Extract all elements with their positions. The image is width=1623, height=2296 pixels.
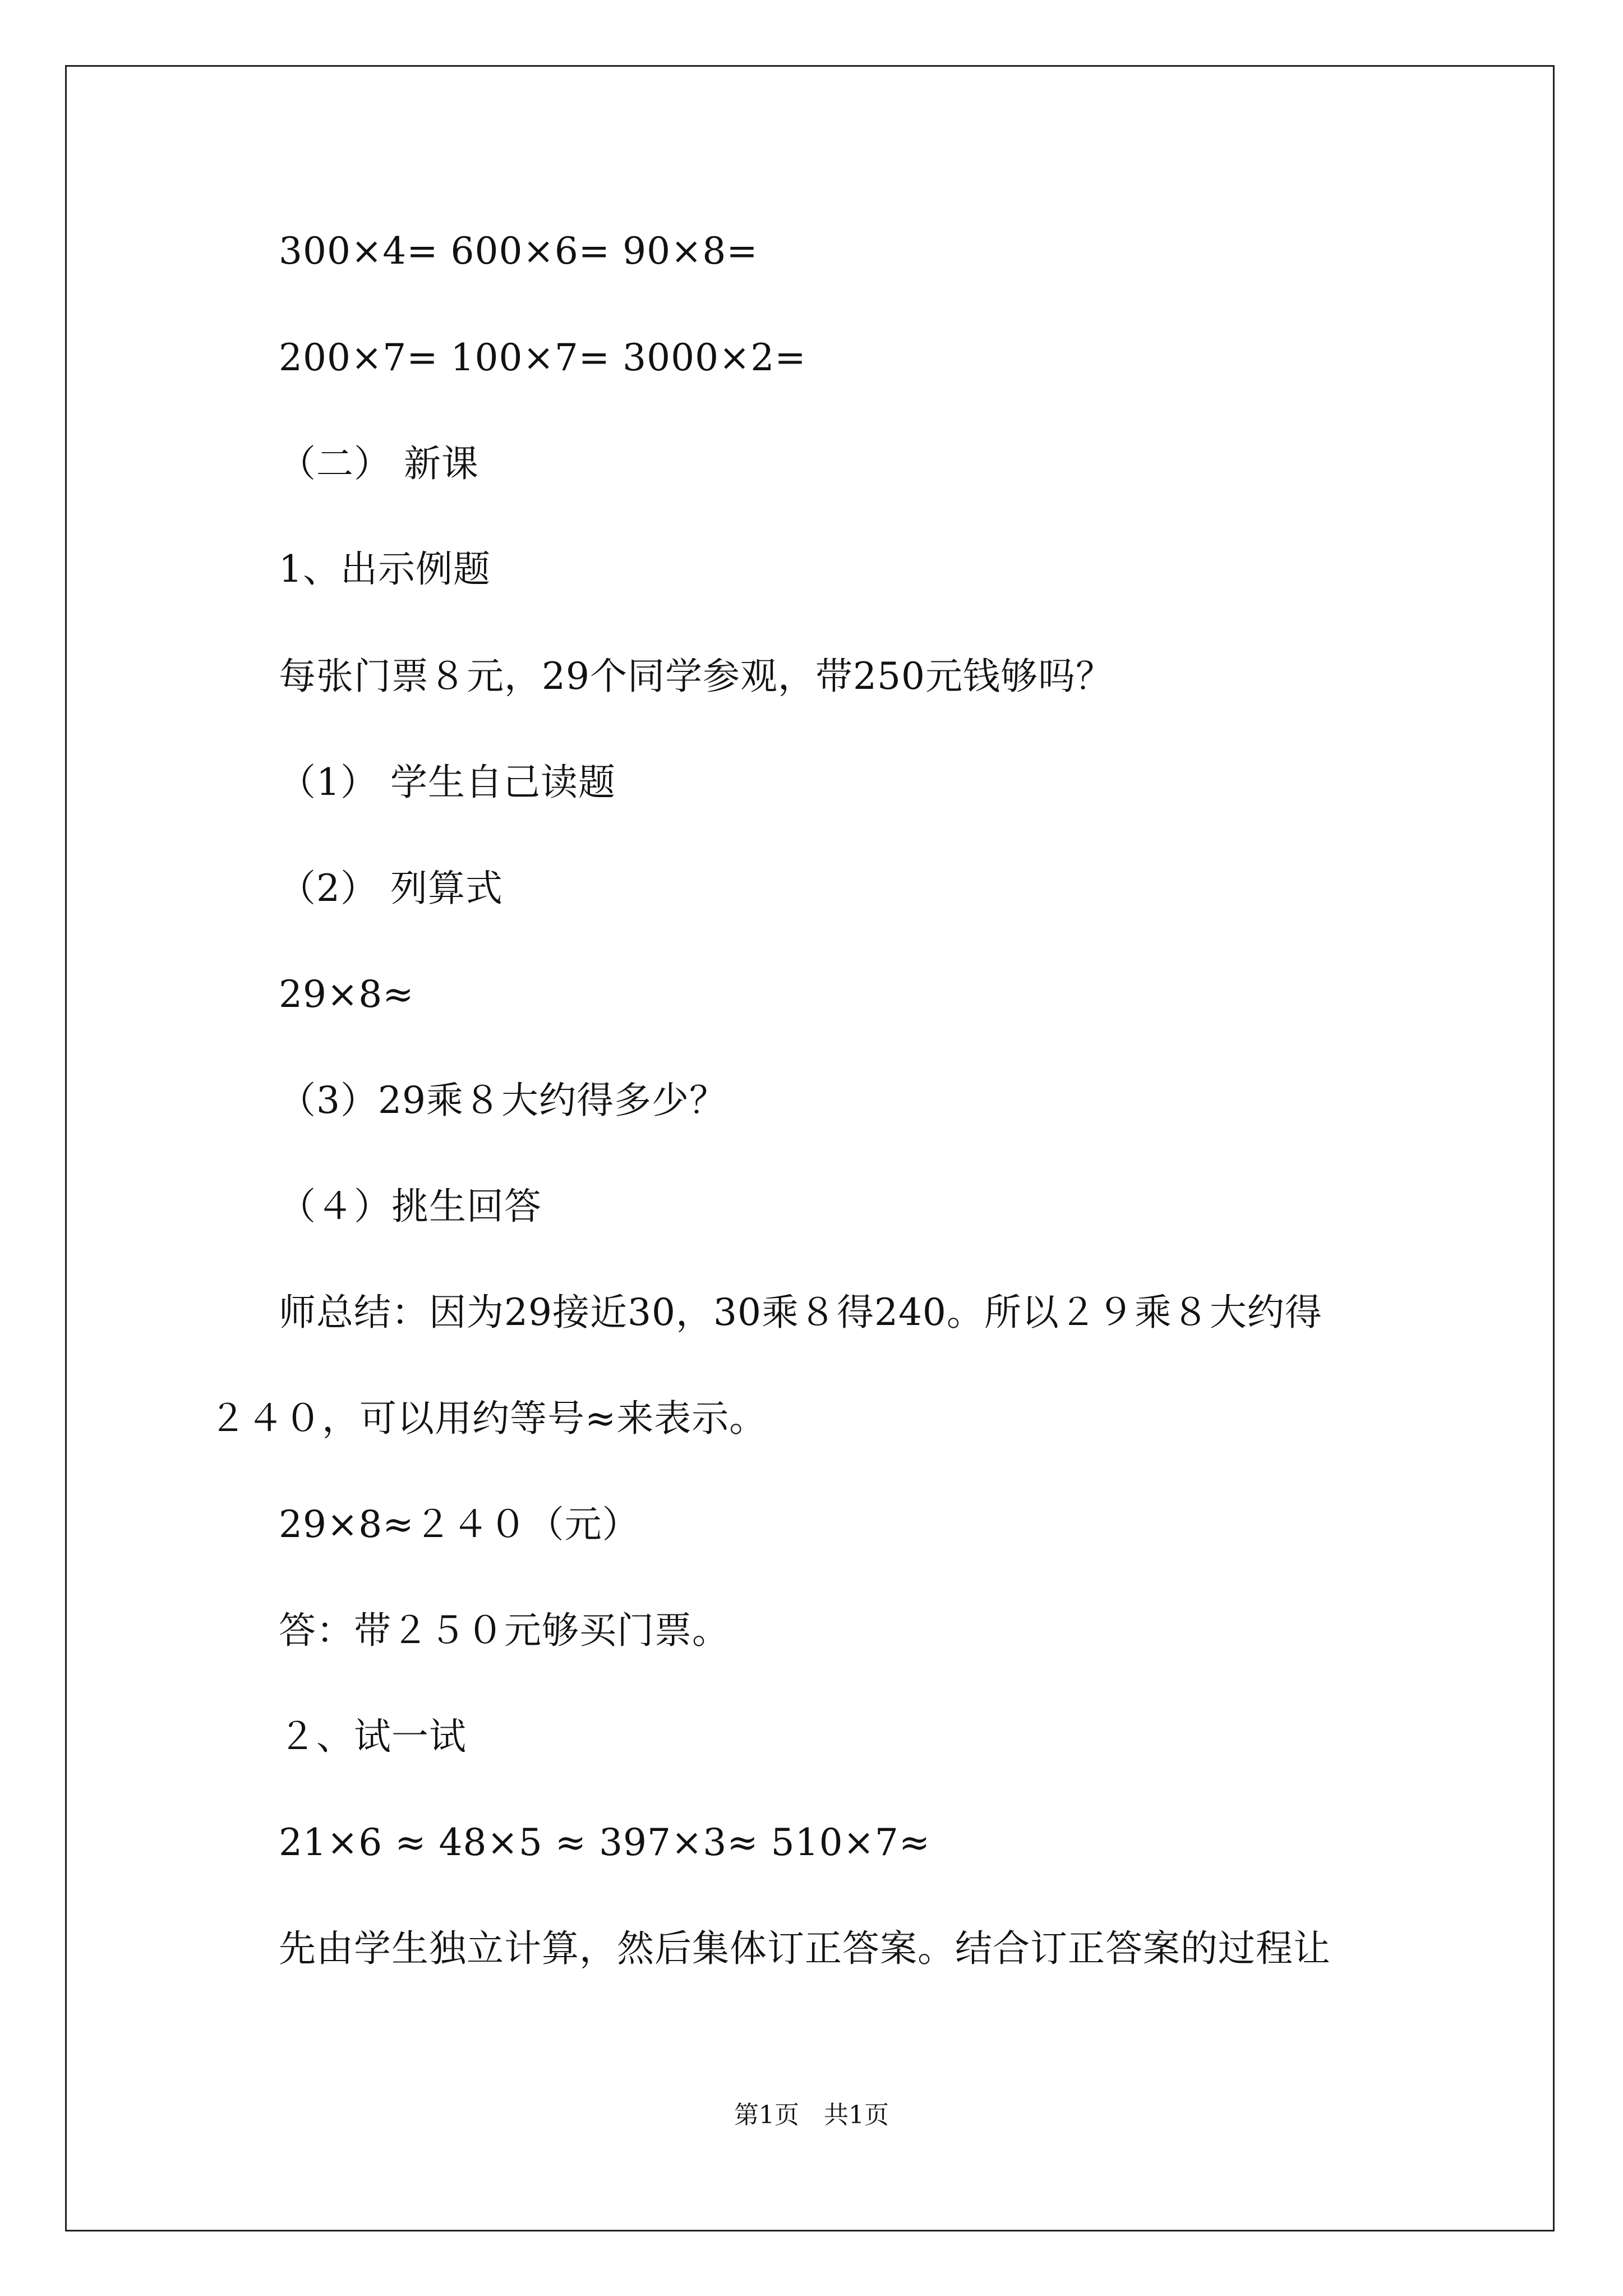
text-line-2: 200×7= 100×7= 3000×2= [279,336,806,379]
page-border [65,65,1555,2231]
answer: 答：带２５０元够买门票。 [279,1609,730,1652]
subsection-heading-2: ２、试一试 [279,1715,467,1758]
exercise-expressions: 21×6 ≈ 48×5 ≈ 397×3≈ 510×7≈ [279,1821,931,1864]
text-line-1: 300×4= 600×6= 90×8= [279,229,758,273]
summary-line-2: ２４０，可以用约等号≈来表示。 [209,1397,767,1440]
example-problem: 每张门票８元，29个同学参观，带250元钱够吗？ [279,655,1113,698]
result-expression: 29×8≈２４０（元） [279,1503,640,1546]
step-1: （1） 学生自己读题 [279,761,616,804]
subsection-heading: 1、出示例题 [279,547,491,591]
step-2: （2） 列算式 [279,867,503,910]
summary-line-1: 师总结：因为29接近30，30乘８得240。所以２９乘８大约得 [279,1291,1322,1334]
expression: 29×8≈ [279,973,414,1016]
instruction-line: 先由学生独立计算，然后集体订正答案。结合订正答案的过程让 [279,1927,1331,1970]
step-3: （3）29乘８大约得多少？ [279,1079,727,1122]
section-heading: （二） 新课 [279,442,479,485]
step-4: （４）挑生回答 [279,1185,542,1228]
page-footer: 第1页 共1页 [734,2101,889,2129]
